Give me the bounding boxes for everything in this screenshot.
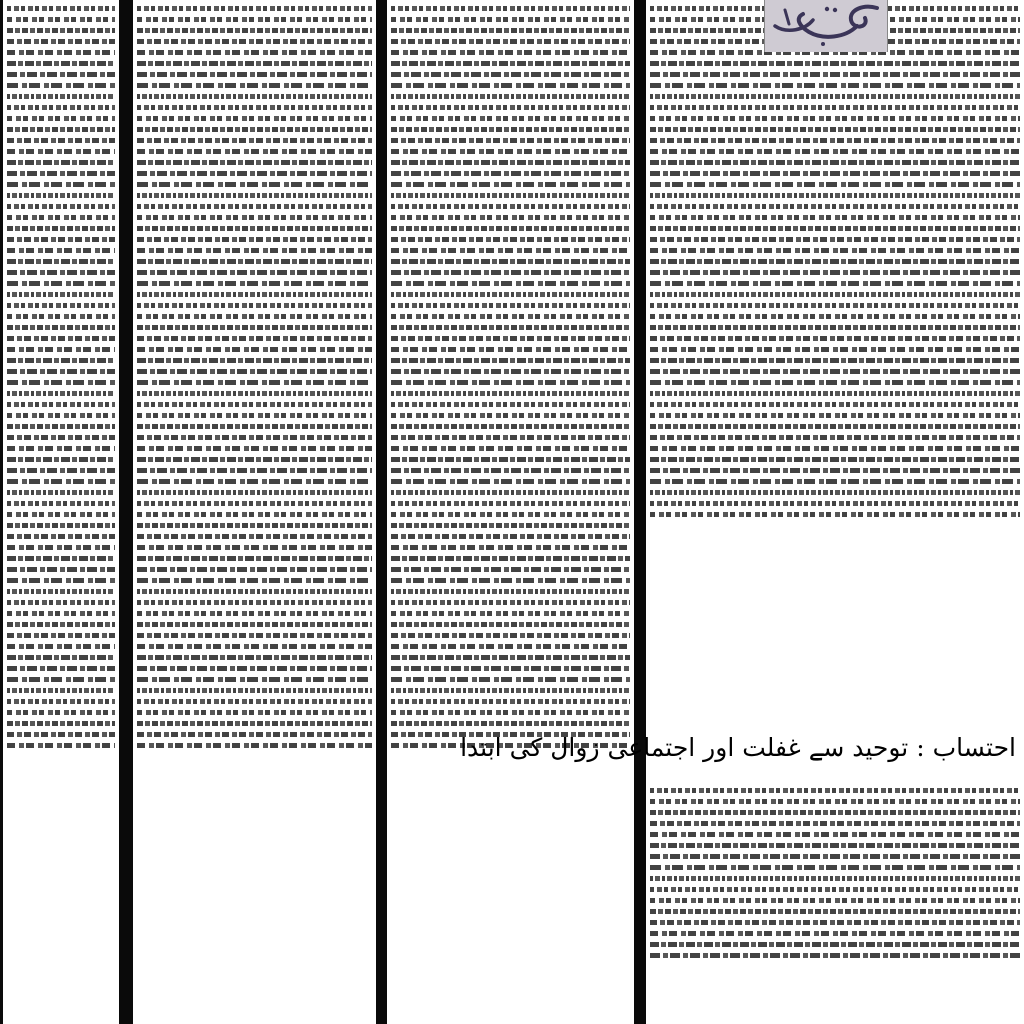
text-line <box>650 479 1020 484</box>
section-headline <box>460 712 1024 782</box>
text-line <box>137 325 372 330</box>
text-line <box>391 578 630 583</box>
text-line <box>650 942 1020 947</box>
article-column-1 <box>3 0 119 1024</box>
text-line <box>137 512 372 517</box>
text-line <box>137 732 372 737</box>
text-line <box>137 94 372 99</box>
text-line <box>391 611 630 616</box>
text-line <box>650 259 1020 264</box>
text-line <box>7 138 115 143</box>
text-line <box>650 149 1020 154</box>
text-line <box>7 479 115 484</box>
text-line <box>650 226 1020 231</box>
text-line <box>391 204 630 209</box>
text-line <box>7 215 115 220</box>
text-line <box>7 259 115 264</box>
text-line <box>137 160 372 165</box>
text-line <box>7 534 115 539</box>
text-line <box>7 369 115 374</box>
text-line <box>650 248 1020 253</box>
text-line <box>137 644 372 649</box>
text-line <box>650 127 1020 132</box>
text-line <box>391 248 630 253</box>
text-line <box>650 325 1020 330</box>
text-line <box>650 865 1020 870</box>
text-line <box>650 105 1020 110</box>
text-line <box>650 347 1020 352</box>
text-line <box>650 501 1020 506</box>
text-line <box>7 435 115 440</box>
text-line <box>391 303 630 308</box>
text-line <box>137 391 372 396</box>
text-line <box>391 237 630 242</box>
text-line <box>7 622 115 627</box>
text-line <box>650 843 1020 848</box>
text-line <box>391 39 630 44</box>
text-line <box>7 127 115 132</box>
text-line <box>650 237 1020 242</box>
text-line <box>650 953 1020 958</box>
text-line <box>391 160 630 165</box>
text-line <box>137 600 372 605</box>
text-line <box>391 479 630 484</box>
text-line <box>137 369 372 374</box>
text-line <box>650 413 1020 418</box>
text-line <box>137 523 372 528</box>
text-line <box>7 446 115 451</box>
text-line <box>650 182 1020 187</box>
text-line <box>650 490 1020 495</box>
text-line <box>7 17 115 22</box>
headline-separator: : <box>916 732 925 762</box>
text-line <box>7 83 115 88</box>
text-line <box>7 281 115 286</box>
column-1-text <box>3 6 119 748</box>
text-line <box>7 105 115 110</box>
column-3-text <box>387 6 634 748</box>
text-line <box>391 512 630 517</box>
text-line <box>391 666 630 671</box>
text-line <box>7 578 115 583</box>
text-line <box>137 83 372 88</box>
text-line <box>137 567 372 572</box>
text-line <box>137 578 372 583</box>
text-line <box>7 314 115 319</box>
text-line <box>7 39 115 44</box>
article-column-4 <box>646 0 1024 712</box>
text-line <box>137 61 372 66</box>
text-line <box>137 314 372 319</box>
text-line <box>650 854 1020 859</box>
text-line <box>7 358 115 363</box>
calligraphy-logo-icon <box>765 0 887 52</box>
text-line <box>391 347 630 352</box>
text-line <box>137 358 372 363</box>
text-line <box>137 336 372 341</box>
text-line <box>391 369 630 374</box>
text-line <box>137 182 372 187</box>
text-line <box>137 105 372 110</box>
text-line <box>137 193 372 198</box>
text-line <box>7 116 115 121</box>
text-line <box>137 743 372 748</box>
text-line <box>7 347 115 352</box>
text-line <box>7 336 115 341</box>
text-line <box>391 138 630 143</box>
text-line <box>7 237 115 242</box>
text-line <box>391 226 630 231</box>
text-line <box>137 589 372 594</box>
text-line <box>391 435 630 440</box>
text-line <box>137 457 372 462</box>
text-line <box>137 292 372 297</box>
text-line <box>7 28 115 33</box>
text-line <box>137 666 372 671</box>
text-line <box>137 688 372 693</box>
text-line <box>650 446 1020 451</box>
text-line <box>650 292 1020 297</box>
text-line <box>137 721 372 726</box>
text-line <box>391 501 630 506</box>
text-line <box>391 358 630 363</box>
text-line <box>7 567 115 572</box>
text-line <box>650 303 1020 308</box>
text-line <box>391 600 630 605</box>
text-line <box>7 402 115 407</box>
text-line <box>650 72 1020 77</box>
text-line <box>650 160 1020 165</box>
text-line <box>391 468 630 473</box>
text-line <box>650 898 1020 903</box>
text-line <box>650 931 1020 936</box>
text-line <box>7 655 115 660</box>
text-line <box>7 633 115 638</box>
text-line <box>137 270 372 275</box>
text-line <box>391 182 630 187</box>
text-line <box>7 193 115 198</box>
column-4-text <box>646 6 1024 517</box>
text-line <box>7 545 115 550</box>
text-line <box>391 171 630 176</box>
text-line <box>7 303 115 308</box>
text-line <box>391 336 630 341</box>
text-line <box>391 105 630 110</box>
text-line <box>7 292 115 297</box>
text-line <box>650 116 1020 121</box>
text-line <box>391 72 630 77</box>
text-line <box>7 72 115 77</box>
text-line <box>391 677 630 682</box>
text-line <box>7 666 115 671</box>
text-line <box>137 204 372 209</box>
text-line <box>7 721 115 726</box>
text-line <box>137 380 372 385</box>
text-line <box>650 94 1020 99</box>
text-line <box>137 556 372 561</box>
text-line <box>137 215 372 220</box>
masthead-logo <box>764 0 888 52</box>
text-line <box>7 325 115 330</box>
text-line <box>391 292 630 297</box>
text-line <box>391 259 630 264</box>
text-line <box>137 435 372 440</box>
text-line <box>391 281 630 286</box>
text-line <box>137 226 372 231</box>
text-line <box>650 369 1020 374</box>
text-line <box>137 490 372 495</box>
text-line <box>650 270 1020 275</box>
text-line <box>137 611 372 616</box>
column-2-text <box>133 6 376 748</box>
text-line <box>137 347 372 352</box>
text-line <box>650 83 1020 88</box>
text-line <box>650 358 1020 363</box>
article-column-2 <box>133 0 376 1024</box>
text-line <box>7 160 115 165</box>
text-line <box>137 479 372 484</box>
text-line <box>7 468 115 473</box>
text-line <box>650 193 1020 198</box>
text-line <box>137 655 372 660</box>
text-line <box>137 149 372 154</box>
text-line <box>650 799 1020 804</box>
text-line <box>650 402 1020 407</box>
text-line <box>137 303 372 308</box>
text-line <box>137 138 372 143</box>
text-line <box>137 72 372 77</box>
text-line <box>391 655 630 660</box>
text-line <box>7 413 115 418</box>
text-line <box>391 94 630 99</box>
text-line <box>650 138 1020 143</box>
text-line <box>137 248 372 253</box>
text-line <box>137 413 372 418</box>
text-line <box>7 270 115 275</box>
text-line <box>391 270 630 275</box>
text-line <box>137 28 372 33</box>
text-line <box>137 446 372 451</box>
text-line <box>7 149 115 154</box>
text-line <box>7 688 115 693</box>
text-line <box>391 380 630 385</box>
text-line <box>650 457 1020 462</box>
text-line <box>7 556 115 561</box>
text-line <box>391 6 630 11</box>
text-line <box>650 391 1020 396</box>
text-line <box>391 710 630 715</box>
text-line <box>391 314 630 319</box>
text-line <box>391 325 630 330</box>
text-line <box>650 832 1020 837</box>
text-line <box>7 226 115 231</box>
text-line <box>650 281 1020 286</box>
text-line <box>650 424 1020 429</box>
text-line <box>391 61 630 66</box>
text-line <box>391 622 630 627</box>
text-line <box>391 127 630 132</box>
text-line <box>650 215 1020 220</box>
text-line <box>391 490 630 495</box>
text-line <box>137 545 372 550</box>
text-line <box>391 589 630 594</box>
text-line <box>7 61 115 66</box>
text-line <box>391 391 630 396</box>
text-line <box>650 61 1020 66</box>
text-line <box>137 622 372 627</box>
text-line <box>7 204 115 209</box>
text-line <box>391 413 630 418</box>
article-column-3 <box>387 0 634 1024</box>
text-line <box>7 171 115 176</box>
text-line <box>391 633 630 638</box>
text-line <box>391 149 630 154</box>
text-line <box>650 435 1020 440</box>
text-line <box>137 116 372 121</box>
headline-title: توحید سے غفلت اور اجتماعی زوال کی ابتدا <box>460 732 909 762</box>
text-line <box>391 28 630 33</box>
text-line <box>650 512 1020 517</box>
text-line <box>137 699 372 704</box>
text-line <box>137 534 372 539</box>
text-line <box>391 644 630 649</box>
text-line <box>650 468 1020 473</box>
text-line <box>650 920 1020 925</box>
text-line <box>7 710 115 715</box>
text-line <box>7 391 115 396</box>
text-line <box>7 644 115 649</box>
text-line <box>650 810 1020 815</box>
text-line <box>7 50 115 55</box>
text-line <box>137 17 372 22</box>
text-line <box>7 380 115 385</box>
text-line <box>391 523 630 528</box>
text-line <box>137 6 372 11</box>
text-line <box>650 171 1020 176</box>
text-line <box>650 788 1020 793</box>
text-line <box>391 424 630 429</box>
headline-text <box>460 733 1024 762</box>
text-line <box>7 248 115 253</box>
text-line <box>7 94 115 99</box>
text-line <box>391 545 630 550</box>
text-line <box>650 336 1020 341</box>
text-line <box>7 600 115 605</box>
text-line <box>650 314 1020 319</box>
text-line <box>391 699 630 704</box>
text-line <box>7 523 115 528</box>
text-line <box>391 50 630 55</box>
text-line <box>137 501 372 506</box>
text-line <box>391 193 630 198</box>
text-line <box>137 50 372 55</box>
text-line <box>137 468 372 473</box>
text-line <box>7 699 115 704</box>
text-line <box>7 182 115 187</box>
article-column-5 <box>646 782 1024 1024</box>
text-line <box>7 732 115 737</box>
text-line <box>7 611 115 616</box>
text-line <box>391 17 630 22</box>
text-line <box>137 710 372 715</box>
text-line <box>650 909 1020 914</box>
text-line <box>7 490 115 495</box>
text-line <box>7 743 115 748</box>
text-line <box>7 512 115 517</box>
text-line <box>650 876 1020 881</box>
text-line <box>137 281 372 286</box>
text-line <box>7 677 115 682</box>
text-line <box>391 457 630 462</box>
text-line <box>650 887 1020 892</box>
text-line <box>391 83 630 88</box>
text-line <box>391 556 630 561</box>
headline-label: احتساب <box>932 732 1016 762</box>
text-line <box>137 39 372 44</box>
text-line <box>7 6 115 11</box>
text-line <box>391 446 630 451</box>
text-line <box>137 171 372 176</box>
text-line <box>7 501 115 506</box>
column-5-text <box>646 788 1024 958</box>
text-line <box>650 204 1020 209</box>
text-line <box>650 380 1020 385</box>
text-line <box>391 116 630 121</box>
text-line <box>7 589 115 594</box>
text-line <box>137 237 372 242</box>
text-line <box>137 402 372 407</box>
text-line <box>650 821 1020 826</box>
text-line <box>137 259 372 264</box>
text-line <box>7 457 115 462</box>
text-line <box>391 688 630 693</box>
text-line <box>7 424 115 429</box>
text-line <box>137 424 372 429</box>
text-line <box>137 677 372 682</box>
text-line <box>391 215 630 220</box>
text-line <box>137 127 372 132</box>
text-line <box>391 402 630 407</box>
text-line <box>137 633 372 638</box>
text-line <box>391 721 630 726</box>
text-line <box>391 567 630 572</box>
text-line <box>391 534 630 539</box>
